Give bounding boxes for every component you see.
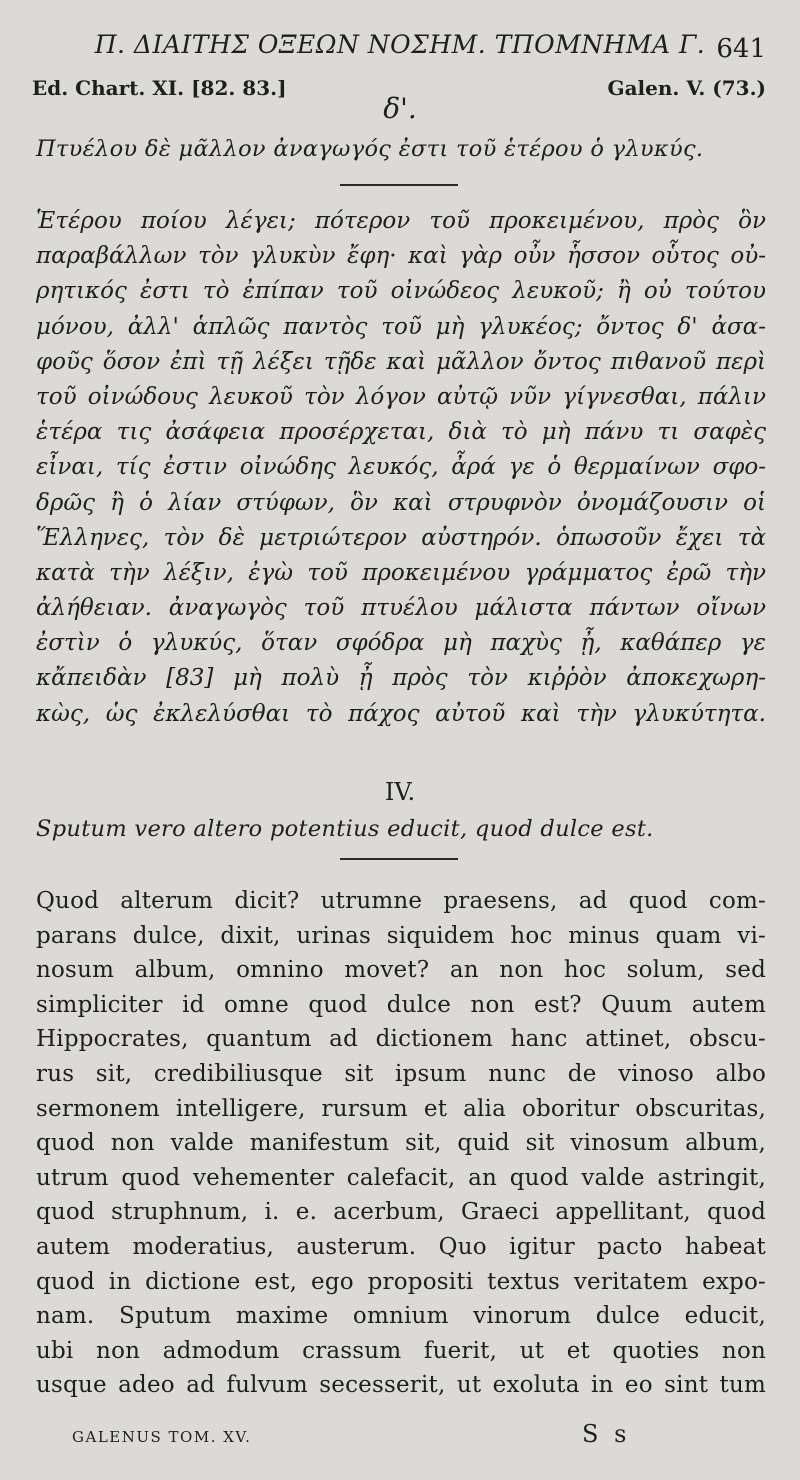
text-line: κὼς, ὡς ἐκλελύσθαι τὸ πάχος αὐτοῦ καὶ τὴν γλυκύτητα. — [36, 700, 766, 727]
text-line: quod non valde manifestum sit, quid sit vinosum album, — [36, 1130, 766, 1157]
greek-section-number: δ'. — [383, 92, 417, 125]
text-line: ἀλήθειαν. ἀναγωγὸς τοῦ πτυέλου μάλιστα πάντων οἴνων — [36, 595, 766, 622]
text-line: Ἑτέρου ποίου λέγει; πότερον τοῦ προκειμένου, πρὸς ὃν — [36, 208, 766, 234]
text-line: φοῦς ὅσον ἐπὶ τῇ λέξει τῇδε καὶ μᾶλλον ὄντος πιθανοῦ περὶ — [36, 348, 766, 375]
text-line: εἶναι, τίς ἐστιν οἰνώδης λευκός, ἆρά γε ὁ θερμαίνων σφο- — [36, 454, 766, 481]
text-line: κἄπειδὰν [83] μὴ πολὺ ᾖ πρὸς τὸν κιῤῥὸν ἀποκεχωρη- — [36, 665, 766, 692]
text-line: μόνου, ἀλλ' ἁπλῶς παντὸς τοῦ μὴ γλυκέος; ὄντος δ' ἀσα- — [36, 313, 766, 340]
text-line: autem moderatius, austerum. Quo igitur pacto habeat — [36, 1233, 766, 1260]
text-line: ἐστὶν ὁ γλυκύς, ὅταν σφόδρα μὴ παχὺς ᾖ, καθάπερ γε — [36, 630, 766, 657]
text-line: Quod alterum dicit? utrumne praesens, ad quod com- — [36, 888, 766, 914]
text-line: quod in dictione est, ego propositi textus veritatem expo- — [36, 1268, 766, 1295]
text-line: τοῦ οἰνώδους λευκοῦ τὸν λόγον αὐτῷ νῦν γίγνεσθαι, πάλιν — [36, 383, 766, 410]
text-line: usque adeo ad fulvum secesserit, ut exoluta in eo sint tum — [36, 1372, 766, 1399]
page-number: 641 — [716, 34, 766, 64]
text-line: κατὰ τὴν λέξιν, ἐγὼ τοῦ προκειμένου γράμματος ἐρῶ τὴν — [36, 559, 766, 586]
latin-lemma: Sputum vero altero potentius educit, quod dulce est. — [36, 816, 654, 842]
text-line: ubi non admodum crassum fuerit, ut et quoties non — [36, 1337, 766, 1364]
text-line: rus sit, credibiliusque sit ipsum nunc de vinoso albo — [36, 1060, 766, 1087]
text-line: utrum quod vehementer calefacit, an quod valde astringit, — [36, 1164, 766, 1191]
text-line: simpliciter id omne quod dulce non est? Quum autem — [36, 991, 766, 1018]
text-line: sermonem intelligere, rursum et alia oboritur obscuritas, — [36, 1095, 766, 1122]
greek-commentary — [36, 204, 766, 732]
text-line: parans dulce, dixit, urinas siquidem hoc minus quam vi- — [36, 922, 766, 949]
latin-section-number: IV. — [384, 778, 416, 806]
text-line: παραβάλλων τὸν γλυκὺν ἔφη· καὶ γὰρ οὖν ἧσσον οὗτος οὐ- — [36, 243, 766, 270]
text-line: δρῶς ἢ ὁ λίαν στύφων, ὃν καὶ στρυφνὸν ὀνομάζουσιν οἱ — [36, 489, 766, 516]
divider-rule — [340, 858, 458, 860]
greek-lemma: Πτυέλου δὲ μᾶλλον ἀναγωγός ἐστι τοῦ ἑτέρου ὁ γλυκύς. — [36, 136, 704, 162]
text-line: ρητικός ἐστι τὸ ἐπίπαν τοῦ οἰνώδεος λευκοῦ; ἢ οὐ τούτου — [36, 278, 766, 305]
text-line: Ἕλληνες, τὸν δὲ μετριώτερον αὐστηρόν. ὁπωσοῦν ἔχει τὰ — [36, 524, 766, 551]
text-line: nam. Sputum maxime omnium vinorum dulce educit, — [36, 1303, 766, 1330]
running-head: Π. ΔΙΑΙΤΗΣ ΟΞΕΩΝ ΝΟΣΗΜ. ΤΠΟΜΝΗΜΑ Γ. — [94, 30, 706, 59]
text-line: nosum album, omnino movet? an non hoc solum, sed — [36, 957, 766, 984]
divider-rule — [340, 184, 458, 186]
latin-commentary — [36, 884, 766, 1403]
text-line: quod struphnum, i. e. acerbum, Graeci appellitant, quod — [36, 1199, 766, 1226]
signature-mark: S s — [582, 1420, 631, 1448]
footer-title: GALENUS TOM. XV. — [72, 1428, 252, 1446]
text-line: ἑτέρα τις ἀσάφεια προσέρχεται, διὰ τὸ μὴ πάνυ τι σαφὲς — [36, 419, 766, 446]
edition-reference: Ed. Chart. XI. [82. 83.] — [32, 76, 287, 100]
galen-reference: Galen. V. (73.) — [607, 76, 766, 100]
text-line: Hippocrates, quantum ad dictionem hanc attinet, obscu- — [36, 1026, 766, 1053]
